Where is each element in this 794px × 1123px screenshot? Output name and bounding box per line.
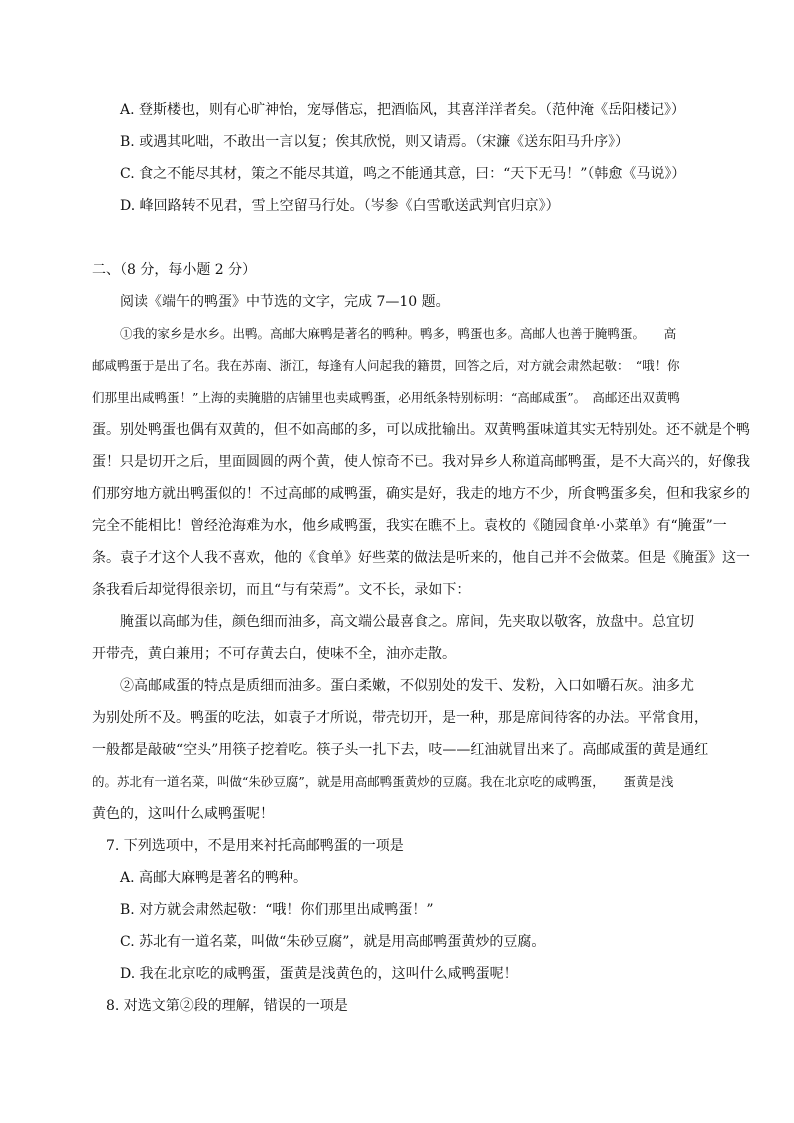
passage-line: 们那穷地方就出鸭蛋似的！不过高邮的咸鸭蛋，确实是好，我走的地方不少，所食鸭蛋多矣，但和我家乡的 (92, 486, 750, 502)
quote-line: 腌蛋以高邮为佳，颜色细而油多，高文端公最喜食之。席间，先夹取以敬客，放盘中。总宜切 (120, 614, 694, 630)
passage-line: 完全不能相比！曾经沧海难为水，他乡咸鸭蛋，我实在瞧不上。袁枚的《随园食单·小菜单》有“腌蛋”一 (92, 518, 727, 534)
passage-line: 蛋。别处鸭蛋也偶有双黄的，但不如高邮的多，可以成批输出。双黄鸭蛋味道其实无特别处。还不就是个鸭 (92, 422, 750, 438)
passage-line: 条。袁子才这个人我不喜欢，他的《食单》好些菜的做法是听来的，他自己并不会做菜。但是《腌蛋》这一 (92, 550, 750, 566)
question-7-stem: 7. 下列选项中，不是用来衬托高邮鸭蛋的一项是 (106, 838, 404, 854)
passage-line: 们那里出咸鸭蛋！”上海的卖腌腊的店铺里也卖咸鸭蛋，必用纸条特别标明：“高邮咸蛋”。 高邮还出双黄鸭 (92, 390, 680, 405)
passage-line: 邮咸鸭蛋于是出了名。我在苏南、浙江，每逢有人问起我的籍贯，回答之后，对方就会肃然起敬： “哦！你 (92, 358, 680, 373)
section-intro: 阅读《端午的鸭蛋》中节选的文字，完成 7—10 题。 (120, 294, 450, 310)
question-7-option-a: A. 高邮大麻鸭是著名的鸭种。 (120, 870, 308, 886)
prev-option-b: B. 或遇其叱咄，不敢出一言以复；俟其欣悦，则又请焉。（宋濂《送东阳马升序》） (120, 134, 630, 150)
question-8-stem: 8. 对选文第②段的理解，错误的一项是 (106, 998, 348, 1014)
prev-option-d: D. 峰回路转不见君，雪上空留马行处。（岑参《白雪歌送武判官归京》） (120, 198, 560, 214)
passage-line: 蛋！只是切开之后，里面圆圆的两个黄，使人惊奇不已。我对异乡人称道高邮鸭蛋，是不大高兴的，好像我 (92, 454, 750, 470)
passage-line: 条我看后却觉得很亲切，而且“与有荣焉”。文不长，录如下： (92, 582, 471, 598)
para2-line: 为别处所不及。鸭蛋的吃法，如袁子才所说，带壳切开，是一种，那是席间待客的办法。平常食用， (92, 710, 708, 726)
prev-option-a: A. 登斯楼也，则有心旷神怡，宠辱偕忘，把酒临风，其喜洋洋者矣。（范仲淹《岳阳楼记》） (120, 102, 686, 118)
quote-line: 开带壳，黄白兼用；不可存黄去白，使味不全，油亦走散。 (92, 646, 456, 662)
para2-line: 的。苏北有一道名菜，叫做“朱砂豆腐”，就是用高邮鸭蛋黄炒的豆腐。我在北京吃的咸鸭蛋， 蛋黄是浅 (92, 774, 674, 789)
question-7-option-b: B. 对方就会肃然起敬：“哦！你们那里出咸鸭蛋！” (120, 902, 434, 918)
passage-line: ①我的家乡是水乡。出鸭。高邮大麻鸭是著名的鸭种。鸭多，鸭蛋也多。高邮人也善于腌鸭蛋。 高 (120, 326, 677, 341)
prev-option-c: C. 食之不能尽其材，策之不能尽其道，鸣之不能通其意，曰：“天下无马！”（韩愈《马说》） (120, 166, 686, 182)
para2-line: 黄色的，这叫什么咸鸭蛋呢！ (92, 806, 274, 822)
section-heading: 二、（8 分，每小题 2 分） (92, 262, 257, 278)
question-7-option-d: D. 我在北京吃的咸鸭蛋，蛋黄是浅黄色的，这叫什么咸鸭蛋呢！ (120, 966, 518, 982)
para2-line: ②高邮咸蛋的特点是质细而油多。蛋白柔嫩，不似别处的发干、发粉，入口如嚼石灰。油多尤 (120, 678, 694, 694)
question-7-option-c: C. 苏北有一道名菜，叫做“朱砂豆腐”，就是用高邮鸭蛋黄炒的豆腐。 (120, 934, 546, 950)
para2-line: 一般都是敲破“空头”用筷子挖着吃。筷子头一扎下去，吱——红油就冒出来了。高邮咸蛋的黄是通红 (92, 742, 709, 758)
